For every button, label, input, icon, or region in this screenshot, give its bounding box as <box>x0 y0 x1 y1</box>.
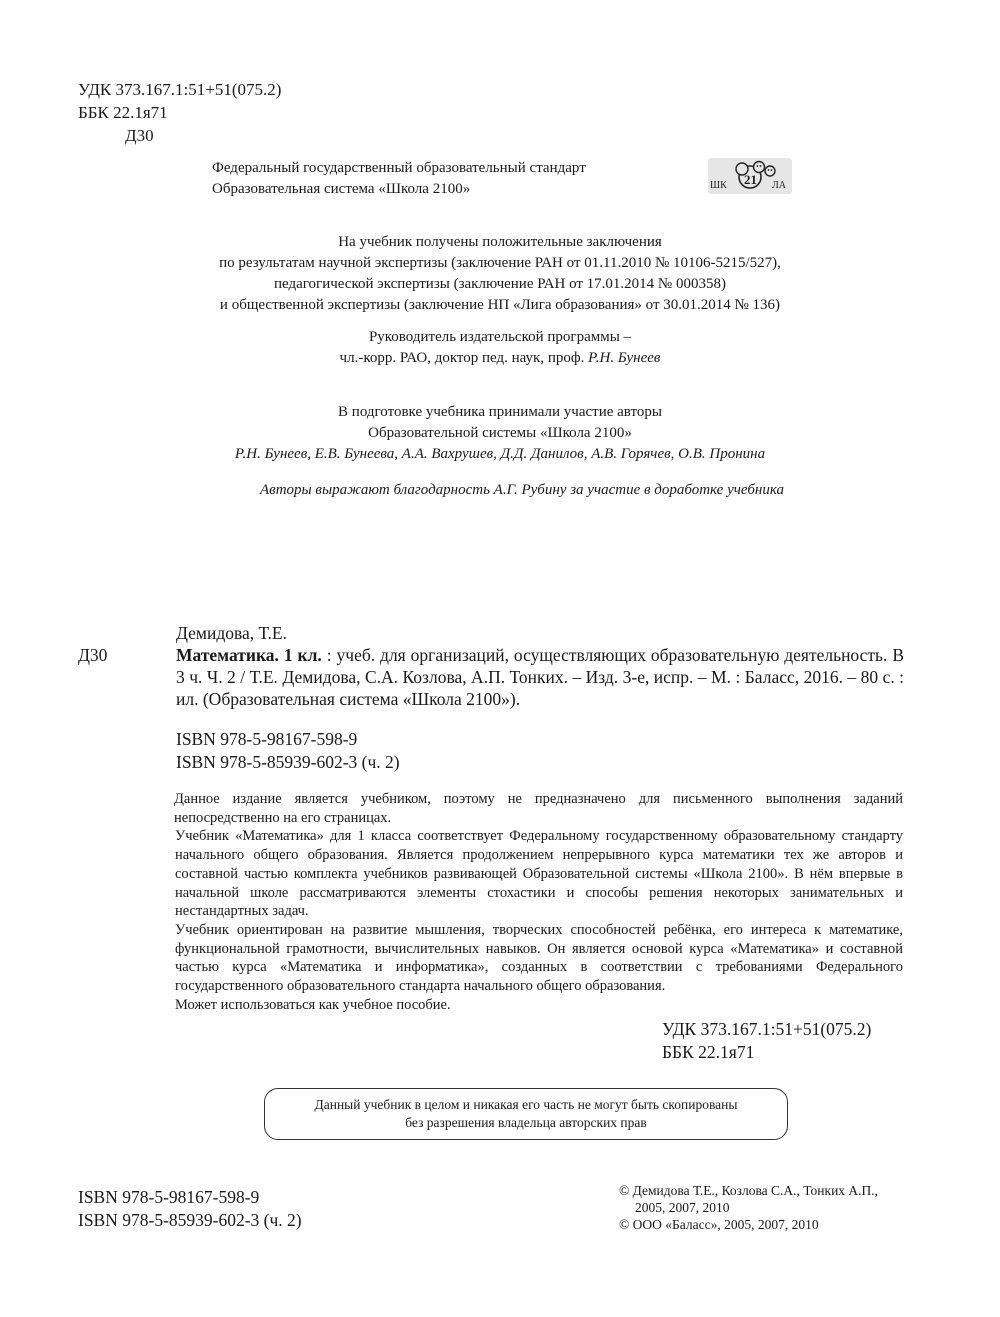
copyright-line-3: © ООО «Баласс», 2005, 2007, 2010 <box>619 1217 819 1232</box>
isbn-bottom-block <box>78 1186 302 1232</box>
program-head-line-1: Руководитель издательской программы – <box>368 329 632 345</box>
copyright-notice-box <box>264 1088 788 1140</box>
copyright-block <box>619 1182 878 1233</box>
program-head-block <box>0 327 1000 369</box>
bbk-code: ББК 22.1я71 <box>78 103 168 122</box>
logo-left-text: ШК <box>710 180 727 191</box>
participants-line-1: В подготовке учебника принимали участие авторы <box>338 404 662 420</box>
catalog-description: : учеб. для организаций, осуществляющих образовательную деятельность. В 3 ч. Ч. 2 / Т.Е. Демидова, С.А. Козлова, А.П. Тонких. – Изд. 3-е, испр. – М. : Баласс, 2016. – 80 с. : ил. (Образовательная система «Школа 2100»). <box>176 645 904 709</box>
catalog-record <box>78 622 904 710</box>
participants-line-2: Образовательной системы «Школа 2100» <box>368 425 632 441</box>
reviews-block <box>0 232 1000 316</box>
isbn-bottom-line-2: ISBN 978-5-85939-602-3 (ч. 2) <box>78 1210 302 1230</box>
catalog-author: Демидова, Т.Е. <box>176 623 287 643</box>
bbk-right-line: ББК 22.1я71 <box>662 1042 755 1062</box>
udk-right-line: УДК 373.167.1:51+51(075.2) <box>662 1019 872 1039</box>
review-line: педагогической экспертизы (заключение РАН от 17.01.2014 № 000358) <box>273 276 726 292</box>
udk-bbk-right <box>662 1018 871 1064</box>
notice-line-1: Данный учебник в целом и никакая его часть не могут быть скопированы <box>314 1097 738 1112</box>
school-2100-logo-icon <box>708 158 792 194</box>
review-line: и общественной экспертизы (заключение НП «Лига образования» от 30.01.2014 № 136) <box>219 297 781 313</box>
copyright-line-2: 2005, 2007, 2010 <box>635 1200 730 1215</box>
isbn-line-2: ISBN 978-5-85939-602-3 (ч. 2) <box>176 752 400 772</box>
participants-block <box>0 402 1000 465</box>
annotation-block <box>175 790 903 1014</box>
program-head-title: чл.-корр. РАО, доктор пед. наук, проф. <box>339 350 589 366</box>
annotation-paragraph: Учебник ориентирован на развитие мышления, творческих способностей ребёнка, его интереса к математике, функциональной грамотности, вычислительных навыков. Он является основой курса «Математика» и составной частью курса «Математика и информатика», созданных в соответствии с требованиями Федерального государственного образовательного стандарта начального общего образования. <box>175 921 903 995</box>
logo-center-text: 21 <box>744 172 757 187</box>
program-head-name: Р.Н. Бунеев <box>588 350 661 366</box>
catalog-code: Д30 <box>78 645 108 665</box>
udk-code: УДК 373.167.1:51+51(075.2) <box>78 80 282 99</box>
isbn-line-1: ISBN 978-5-98167-598-9 <box>176 729 358 749</box>
classification-codes <box>78 78 281 147</box>
isbn-block <box>176 728 400 774</box>
copyright-line-1: © Демидова Т.Е., Козлова С.А., Тонких А.П., <box>619 1183 879 1198</box>
annotation-paragraph: Учебник «Математика» для 1 класса соответствует Федеральному государственному образовательному стандарту начального общего образования. Является продолжением непрерывного курса математики тех же авторов и составной частью комплекта учебников развивающей Образовательной системы «Школа 2100». В нём впервые в начальной школе рассматриваются элементы стохастики и способы решения некоторых занимательных и нестандартных задач. <box>175 828 903 920</box>
program-head-line-2 <box>0 348 1000 369</box>
standard-block <box>212 158 586 200</box>
isbn-bottom-line-1: ISBN 978-5-98167-598-9 <box>78 1187 260 1207</box>
standard-line-2: Образовательная система «Школа 2100» <box>212 181 471 197</box>
notice-line-2: без разрешения владельца авторских прав <box>405 1115 647 1130</box>
author-mark: Д30 <box>125 126 154 145</box>
annotation-paragraph: Данное издание является учебником, поэтому не предназначено для письменного выполнения заданий непосредственно на его страницах. <box>174 791 903 826</box>
review-line: по результатам научной экспертизы (заключение РАН от 01.11.2010 № 10106-5215/527), <box>219 255 781 271</box>
thanks-line: Авторы выражают благодарность А.Г. Рубину за участие в доработке учебника <box>260 482 784 498</box>
review-line: На учебник получены положительные заключения <box>338 234 662 250</box>
logo-right-text: ЛА <box>772 180 787 191</box>
standard-line-1: Федеральный государственный образовательный стандарт <box>212 160 586 176</box>
participants-names: Р.Н. Бунеев, Е.В. Бунеева, А.А. Вахрушев, Д.Д. Данилов, А.В. Горячев, О.В. Пронина <box>234 446 766 462</box>
catalog-title: Математика. 1 кл. <box>176 645 322 665</box>
annotation-paragraph: Может использоваться как учебное пособие. <box>175 996 451 1013</box>
